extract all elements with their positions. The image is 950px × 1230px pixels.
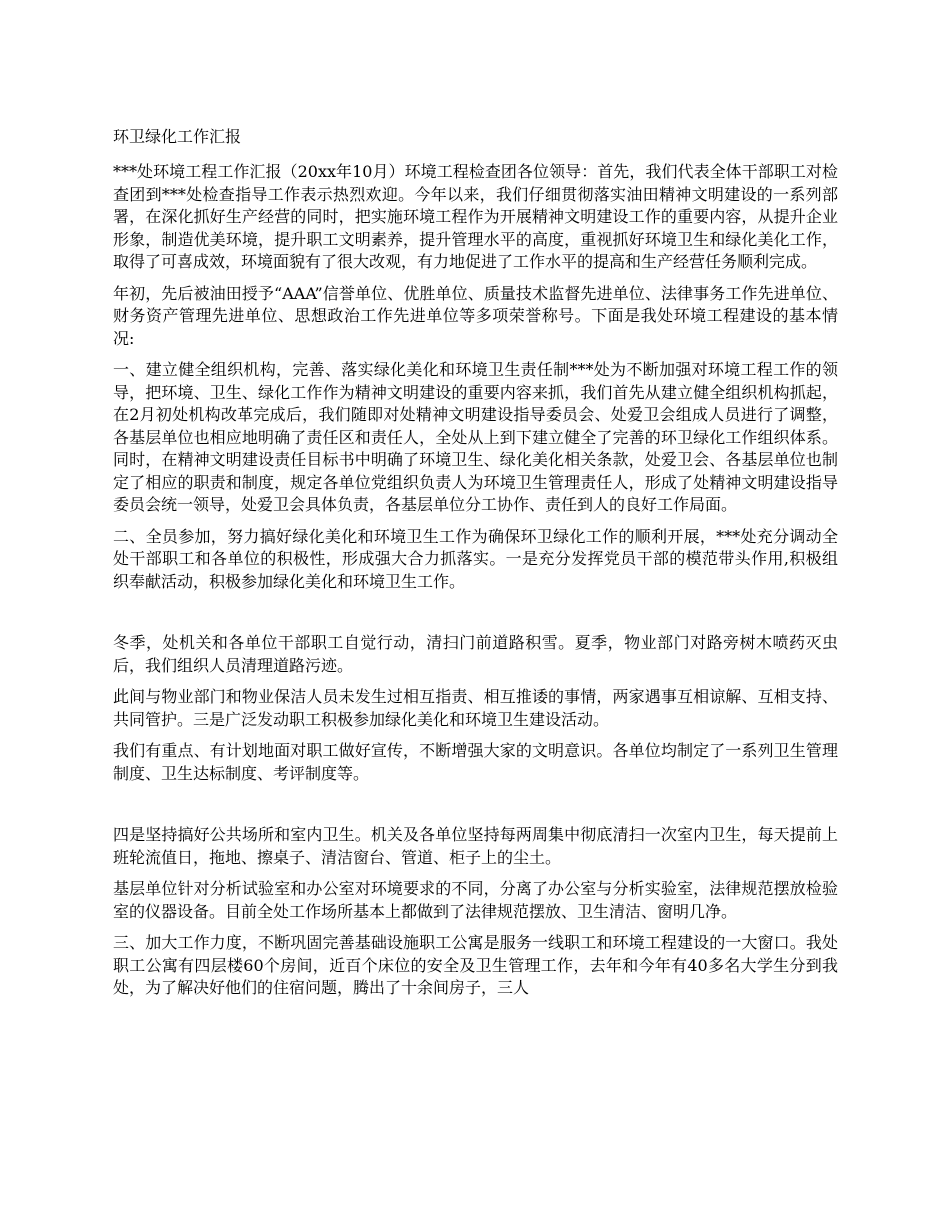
paragraph-section-3: 三、加大工作力度，不断巩固完善基础设施职工公寓是服务一线职工和环境工程建设的一大窗口。我处职工公寓有四层楼60个房间，近百个床位的安全及卫生管理工作，去年和今年有40多名大学生分到我处，为了解决好他们的住宿问题，腾出了十余间房子，三人 [113,933,838,997]
blank-gap [113,794,838,824]
paragraph-section-2: 二、全员参加，努力搞好绿化美化和环境卫生工作为确保环卫绿化工作的顺利开展，***处充分调动全处干部职工和各单位的积极性，形成强大合力抓落实。一是充分发挥党员干部的模范带头作用,积极组织奉献活动，积极参加绿化美化和环境卫生工作。 [113,526,838,591]
paragraph-publicity: 我们有重点、有计划地面对职工做好宣传，不断增强大家的文明意识。各单位均制定了一系列卫生管理制度、卫生达标制度、考评制度等。 [113,741,838,783]
paragraph-intro: ***处环境工程工作汇报（20xx年10月）环境工程检查团各位领导：首先，我们代表全体干部职工对检查团到***处检查指导工作表示热烈欢迎。今年以来，我们仔细贯彻落实油田精神文明建设的一系列部署，在深化抓好生产经营的同时，把实施环境工程作为开展精神文明建设工作的重要内容，从提升企业形象，制造优美环境，提升职工文明素养，提升管理水平的高度，重视抓好环境卫生和绿化美化工作，取得了可喜成效，环境面貌有了很大改观，有力地促进了工作水平的提高和生产经营任务顺利完成。 [113,162,838,271]
paragraph-seasons: 冬季，处机关和各单位干部职工自觉行动，清扫门前道路积雪。夏季，物业部门对路旁树木喷药灭虫后，我们组织人员清理道路污迹。 [113,633,838,675]
blank-gap [113,602,838,632]
paragraph-section-1: 一、建立健全组织机构，完善、落实绿化美化和环境卫生责任制***处为不断加强对环境工程工作的领导，把环境、卫生、绿化工作作为精神文明建设的重要内容来抓，我们首先从建立健全组织机构抓起，在2月初处机构改革完成后，我们随即对处精神文明建设指导委员会、处爱卫会组成人员进行了调整，各基层单位也相应地明确了责任区和责任人，全处从上到下建立健全了完善的环卫绿化工作组织体系。同时，在精神文明建设责任目标书中明确了环境卫生、绿化美化相关条款，处爱卫会、各基层单位也制定了相应的职责和制度，规定各单位党组织负责人为环境卫生管理责任人，形成了处精神文明建设指导委员会统一领导，处爱卫会具体负责，各基层单位分工协作、责任到人的良好工作局面。 [113,360,838,514]
document-page [113,125,838,1009]
paragraph-lab-office: 基层单位针对分析试验室和办公室对环境要求的不同，分离了办公室与分析实验室，法律规范摆放检验室的仪器设备。目前全处工作场所基本上都做到了法律规范摆放、卫生清洁、窗明几净。 [113,879,838,921]
paragraph-cooperation: 此间与物业部门和物业保洁人员未发生过相互指责、相互推诿的事情，两家遇事互相谅解、互相支持、共同管护。三是广泛发动职工积极参加绿化美化和环境卫生建设活动。 [113,687,838,729]
paragraph-indoor-hygiene: 四是坚持搞好公共场所和室内卫生。机关及各单位坚持每两周集中彻底清扫一次室内卫生，每天提前上班轮流值日，拖地、擦桌子、清洁窗台、管道、柜子上的尘土。 [113,825,838,867]
paragraph-honors: 年初，先后被油田授予“AAA”信誉单位、优胜单位、质量技术监督先进单位、法律事务工作先进单位、财务资产管理先进单位、思想政治工作先进单位等多项荣誉称号。下面是我处环境工程建设的基本情况: [113,283,838,348]
document-title: 环卫绿化工作汇报 [113,127,242,146]
